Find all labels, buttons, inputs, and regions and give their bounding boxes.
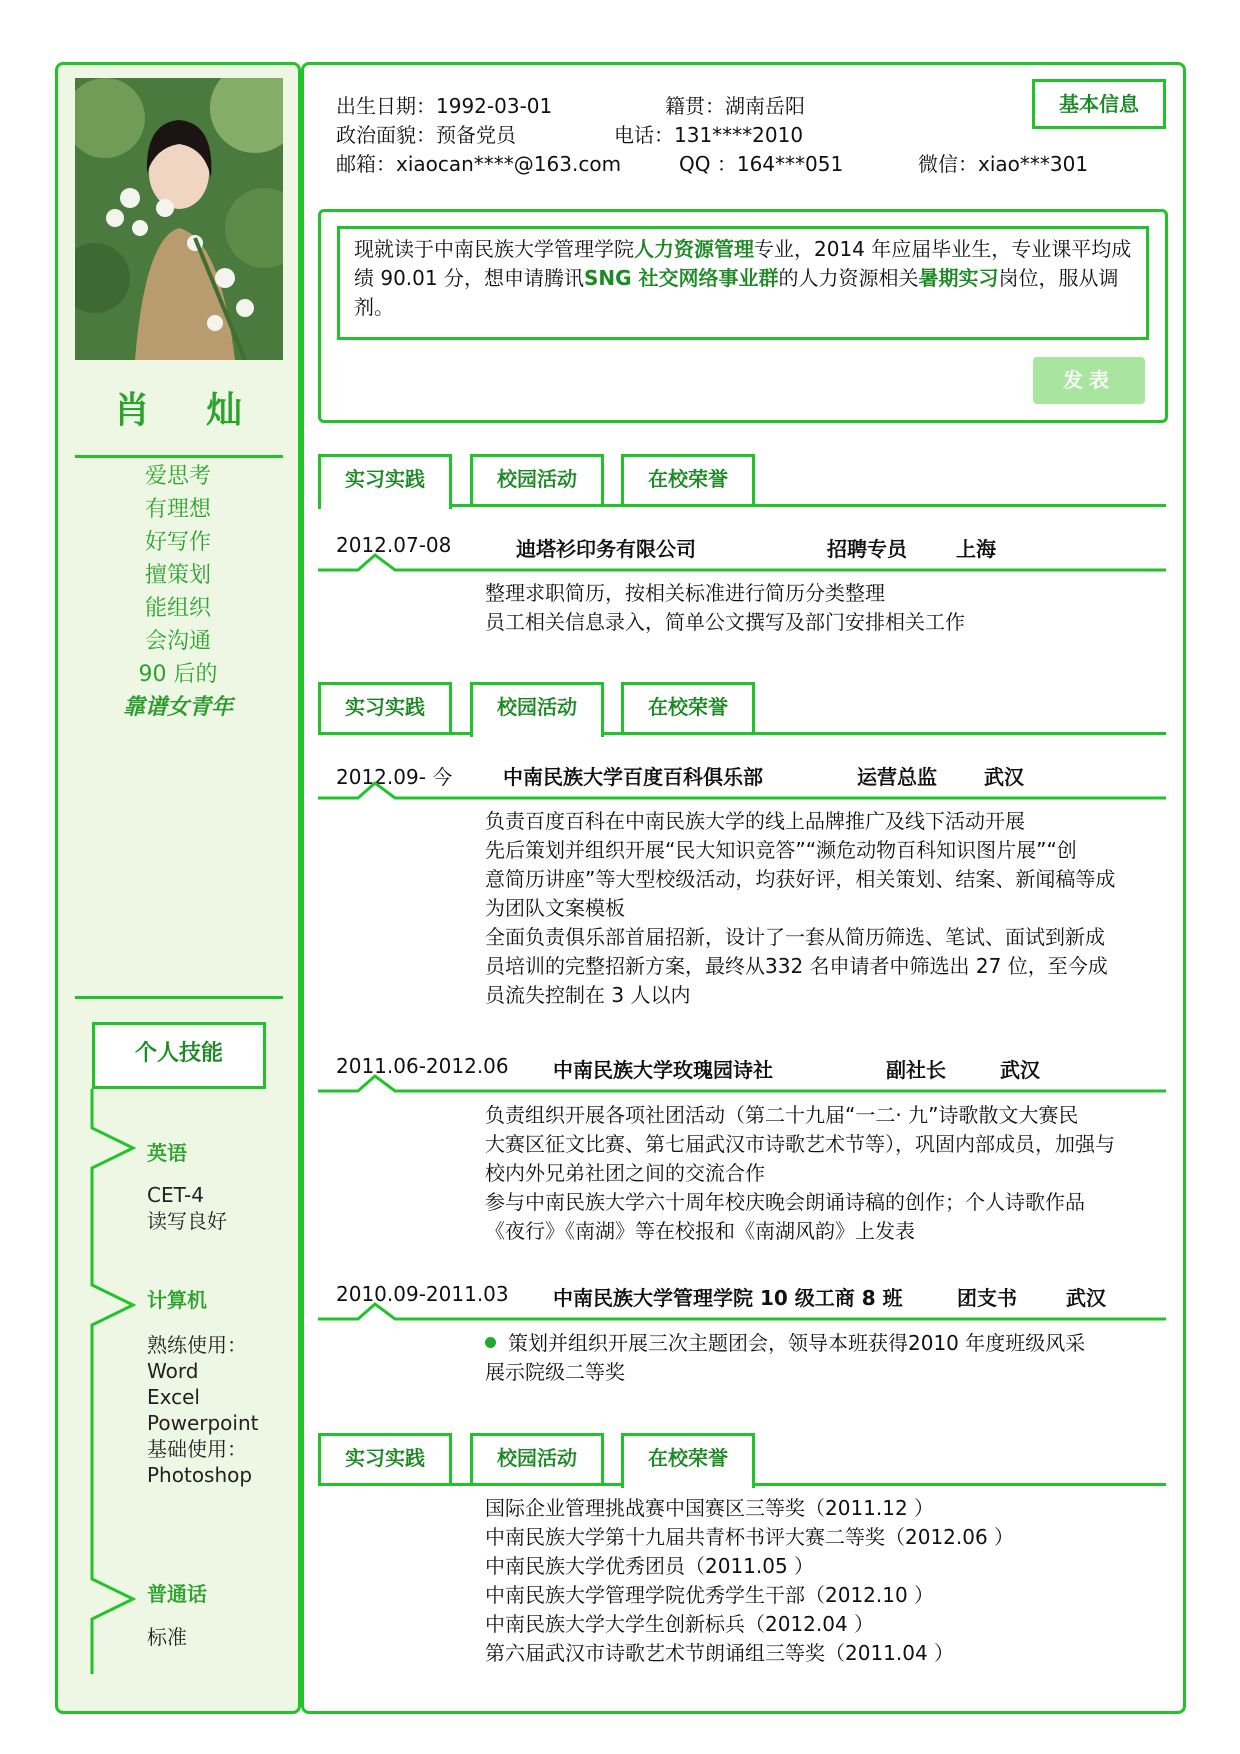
objective-part: 岗位，服从调剂。 xyxy=(354,266,1119,319)
honor-item: 中南民族大学第十九届共青杯书评大赛二等奖（2012.06 ） xyxy=(485,1525,1015,1549)
objective-text[interactable] xyxy=(337,226,1149,340)
basic-info-tag: 基本信息 xyxy=(1032,79,1166,129)
desc-line: 负责组织开展各项社团活动（第二十九届“一二· 九”诗歌散文大赛民 xyxy=(485,1103,1079,1127)
desc-line: 为团队文案模板 xyxy=(485,896,625,920)
honor-item: 中南民族大学优秀团员（2011.05 ） xyxy=(485,1554,815,1578)
desc-line: 员流失控制在 3 人以内 xyxy=(485,983,691,1007)
desc-line: 《夜行》《南湖》等在校报和《南湖风韵》上发表 xyxy=(485,1219,915,1243)
entry-org: 中南民族大学玫瑰园诗社 xyxy=(553,1058,773,1082)
skill-line: 读写良好 xyxy=(147,1209,227,1233)
honor-item: 中南民族大学管理学院优秀学生干部（2012.10 ） xyxy=(485,1583,935,1607)
entry-date: 2012.07-08 xyxy=(336,533,452,557)
desc-line: 参与中南民族大学六十周年校庆晚会朗诵诗稿的创作；个人诗歌作品 xyxy=(485,1190,1085,1214)
tab-underline xyxy=(318,732,470,735)
skill-line: 熟练使用： xyxy=(147,1333,247,1357)
trait-item: 擅策划 xyxy=(144,563,211,588)
skill-line: Excel xyxy=(147,1385,200,1409)
tab-internship[interactable]: 实习实践 xyxy=(318,454,452,509)
trait-list xyxy=(55,460,301,724)
bullet-icon xyxy=(485,1337,496,1348)
info-phone: 电话：131****2010 xyxy=(614,123,804,147)
trait-item: 能组织 xyxy=(144,596,211,621)
skill-line: 标准 xyxy=(147,1625,187,1649)
tab-campus[interactable]: 校园活动 xyxy=(470,1433,604,1483)
entry-description xyxy=(485,807,1155,1010)
objective-part: 专业，2014 年应届毕业生，专业课平均成绩 90.01 分，想申请腾讯 xyxy=(354,237,1132,290)
tab-underline xyxy=(604,732,1166,735)
entry-description xyxy=(485,1329,1155,1387)
skill-line: Photoshop xyxy=(147,1463,253,1487)
objective-highlight: 暑期实习 xyxy=(918,266,999,290)
entry-role: 副社长 xyxy=(886,1058,946,1082)
honor-item: 国际企业管理挑战赛中国赛区三等奖（2011.12 ） xyxy=(485,1496,935,1520)
skill-line: CET-4 xyxy=(147,1183,204,1207)
info-email: 邮箱：xiaocan****@163.com xyxy=(336,152,622,176)
entry-role: 运营总监 xyxy=(857,765,937,789)
desc-line: 全面负责俱乐部首届招新，设计了一套从简历筛选、笔试、面试到新成 xyxy=(485,925,1105,949)
entry-org: 中南民族大学管理学院 10 级工商 8 班 xyxy=(553,1286,903,1310)
entry-city: 上海 xyxy=(956,537,996,561)
tab-underline xyxy=(318,1483,621,1486)
objective-part: 的人力资源相关 xyxy=(778,266,919,290)
info-wechat: 微信：xiao***301 xyxy=(918,152,1089,176)
skill-english-label: 英语 xyxy=(147,1141,187,1165)
tab-campus[interactable]: 校园活动 xyxy=(470,454,604,504)
skill-line: 基础使用： xyxy=(147,1437,247,1461)
desc-line: 负责百度百科在中南民族大学的线上品牌推广及线下活动开展 xyxy=(485,809,1025,833)
trait-item: 有理想 xyxy=(144,497,211,522)
desc-line: 员工相关信息录入，简单公文撰写及部门安排相关工作 xyxy=(485,610,965,634)
skills-title: 个人技能 xyxy=(134,1041,223,1066)
tab-honors[interactable]: 在校荣誉 xyxy=(621,1433,755,1488)
entry-org: 中南民族大学百度百科俱乐部 xyxy=(503,765,763,789)
desc-line: 员培训的完整招新方案，最终从332 名申请者中筛选出 27 位，至今成 xyxy=(485,954,1108,978)
post-button[interactable]: 发表 xyxy=(1033,357,1145,404)
entry-city: 武汉 xyxy=(1000,1058,1040,1082)
tab-internship[interactable]: 实习实践 xyxy=(318,1433,452,1483)
objective-highlight: 人力资源管理 xyxy=(634,237,754,261)
trait-item: 爱思考 xyxy=(144,464,211,489)
tab-honors[interactable]: 在校荣誉 xyxy=(621,682,755,732)
entry-role: 招聘专员 xyxy=(827,537,907,561)
entry-city: 武汉 xyxy=(984,765,1024,789)
honors-list xyxy=(485,1494,1155,1668)
tab-campus[interactable]: 校园活动 xyxy=(470,682,604,737)
entry-description xyxy=(485,1101,1155,1246)
objective-highlight: SNG 社交网络事业群 xyxy=(583,266,779,290)
trait-item: 好写作 xyxy=(144,530,211,555)
profile-photo xyxy=(75,78,283,360)
divider xyxy=(75,455,283,458)
trait-item: 会沟通 xyxy=(144,629,211,654)
desc-line: 先后策划并组织开展“民大知识竞答”“濒危动物百科知识图片展”“创 xyxy=(485,838,1077,862)
info-qq: QQ ：164***051 xyxy=(679,152,844,176)
info-origin: 籍贯：湖南岳阳 xyxy=(665,94,805,118)
divider xyxy=(75,996,283,999)
desc-line: 意简历讲座”等大型校级活动，均获好评，相关策划、结案、新闻稿等成 xyxy=(485,867,1116,891)
desc-line: 展示院级二等奖 xyxy=(485,1360,625,1384)
entry-org: 迪塔衫印务有限公司 xyxy=(516,537,696,561)
desc-line: 大赛区征文比赛、第七届武汉市诗歌艺术节等），巩固内部成员，加强与 xyxy=(485,1132,1115,1156)
skill-computer-label: 计算机 xyxy=(147,1288,207,1312)
desc-line: 校内外兄弟社团之间的交流合作 xyxy=(485,1161,765,1185)
entry-date: 2012.09- 今 xyxy=(336,765,453,789)
trait-item: 90 后的 xyxy=(138,662,218,687)
skill-line: Powerpoint xyxy=(147,1411,259,1435)
tagline: 靠谱女青年 xyxy=(122,695,233,720)
skill-mandarin-text xyxy=(147,1624,187,1650)
entry-role: 团支书 xyxy=(957,1286,1017,1310)
tab-underline xyxy=(755,1483,1166,1486)
desc-line: 整理求职简历，按相关标准进行简历分类整理 xyxy=(485,581,885,605)
entry-description xyxy=(485,579,1155,637)
info-birth: 出生日期：1992-03-01 xyxy=(336,94,553,118)
skill-mandarin-label: 普通话 xyxy=(147,1582,207,1606)
entry-date: 2010.09-2011.03 xyxy=(336,1282,509,1306)
tab-internship[interactable]: 实习实践 xyxy=(318,682,452,732)
objective-part: 现就读于中南民族大学管理学院 xyxy=(354,237,634,261)
tab-underline xyxy=(452,504,1166,507)
desc-text: 策划并组织开展三次主题团会，领导本班获得2010 年度班级风采 xyxy=(508,1331,1086,1355)
honor-item: 第六届武汉市诗歌艺术节朗诵组三等奖（2011.04 ） xyxy=(485,1641,955,1665)
desc-line xyxy=(485,1329,1155,1358)
skill-computer-text xyxy=(147,1332,258,1488)
info-politics: 政治面貌：预备党员 xyxy=(336,123,516,147)
entry-date: 2011.06-2012.06 xyxy=(336,1054,509,1078)
skill-line: Word xyxy=(147,1359,199,1383)
honor-item: 中南民族大学大学生创新标兵（2012.04 ） xyxy=(485,1612,875,1636)
entry-city: 武汉 xyxy=(1066,1286,1106,1310)
skill-english-text xyxy=(147,1182,227,1234)
profile-name: 肖 灿 xyxy=(113,390,265,431)
tab-honors[interactable]: 在校荣誉 xyxy=(621,454,755,504)
